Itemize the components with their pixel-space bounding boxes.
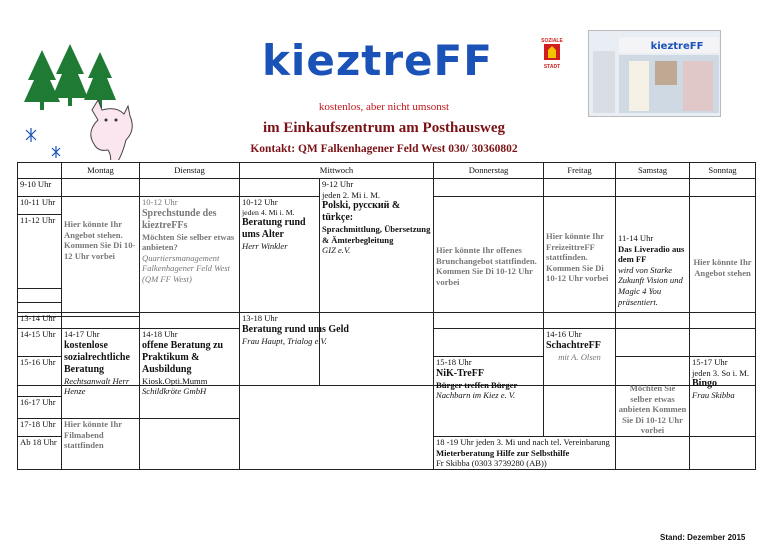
wed-money-time: 13-18 Uhr — [242, 313, 278, 323]
weekly-schedule-lower — [17, 312, 756, 470]
sun-bingo-cell — [690, 357, 756, 437]
time-9-10: 9-10 Uhr — [18, 179, 62, 197]
day-header-dienstag: Dienstag — [140, 163, 240, 179]
day-header-donnerstag: Donnerstag — [434, 163, 544, 179]
tue-training-org-2: Schildkröte GmbH — [142, 386, 207, 397]
tue-training-title: offene Beratung zu Praktikum & Ausbildung — [142, 339, 224, 375]
thu-niktreff-cell — [434, 357, 544, 437]
sat-radio-time: 11-14 Uhr — [618, 233, 654, 243]
sun-bingo-time: 15-17 Uhr — [692, 357, 728, 367]
tue-consultation-title: Sprechstunde des kieztreFFs — [142, 207, 217, 231]
wed-tenant-contact: Fr Skibba (0303 3739280 (AB)) — [436, 458, 547, 469]
soziale-logo-line-1: SOZIALE — [541, 38, 563, 44]
tue-consultation-note: Möchten Sie selber etwas anbieten? — [142, 231, 235, 253]
thu-niktreff-time: 15-18 Uhr — [436, 357, 472, 367]
thu-niktreff-sub: Bürger treffen Bürger — [436, 379, 518, 390]
mon-legal-cell-b — [62, 329, 140, 419]
fri-chess-cell — [544, 329, 616, 437]
sun-bingo-title: Bingo — [692, 378, 718, 390]
mon-free-slot-2: Hier könnte Ihr Filmabend stattfinden — [62, 419, 140, 470]
thu-niktreff-org: Nachbarn im Kiez e. V. — [436, 390, 516, 401]
mon-free-slot-1: Hier könnte Ihr Angebot stehen. Kommen Sie Di 10-12 Uhr vorbei — [62, 197, 140, 317]
fri-free-slot-1: Hier könnte Ihr FreizeittreFF stattfinden. Kommen Sie Di 10-12 Uhr vorbei — [544, 197, 616, 386]
corner-cell — [18, 163, 62, 179]
sat-radio-title: Das Liveradio aus dem FF — [618, 243, 685, 265]
thu-free-slot-1: Hier könnte Ihr offenes Brunchangebot stattfinden. Kommen Sie Di 10-12 Uhr vorbei — [434, 197, 544, 386]
day-header-montag: Montag — [62, 163, 140, 179]
mon-legal-time-b: 14-17 Uhr — [64, 329, 100, 339]
wed-senior-when: jeden 4. Mi i. M. — [242, 207, 295, 217]
time-15-16: 15-16 Uhr — [18, 357, 62, 397]
wed-translation-org: GIZ e.V. — [322, 245, 351, 256]
wed-translation-when: jeden 2. Mi i. M. — [322, 189, 381, 200]
thu-niktreff-title: NiK-TreFF — [436, 367, 484, 379]
wed-money-title: Beratung rund ums Geld — [242, 323, 349, 335]
headline: im Einkaufszentrum am Posthausweg — [262, 120, 506, 136]
mon-legal-title-b: kostenlose sozialrechtliche Beratung — [64, 339, 130, 375]
kieztreff-logo: kieztreFF — [262, 36, 493, 85]
time-10-11: 10-11 Uhr — [18, 197, 62, 215]
sat-free-slot-2: Möchten Sie selber etwas anbieten Kommen Sie Di 10-12 Uhr vorbei — [616, 357, 690, 437]
fri-chess-host: mit A. Olsen — [558, 351, 601, 362]
time-14-15-b: 14-15 Uhr — [18, 329, 62, 357]
wed-money-speaker: Frau Haupt, Trialog e.V. — [242, 335, 327, 346]
sat-radio-sub: wird von Starke Zukunft Vision und Magic 4 You präsentiert. — [618, 264, 683, 307]
fri-chess-title: SchachtreFF — [546, 339, 601, 351]
time-16-17: 16-17 Uhr — [18, 397, 62, 419]
tue-consultation-org: Quartiersmanagement Falkenhagener Feld West (QM FF West) — [142, 252, 230, 284]
contact-line: Kontakt: QM Falkenhagener Feld West 030/ 30360802 — [250, 143, 518, 155]
mon-legal-lawyer-b: Rechtsanwalt Herr Henze — [64, 375, 130, 397]
storefront-sign-text: kieztreFF — [650, 41, 704, 52]
day-header-sonntag: Sonntag — [690, 163, 756, 179]
wed-tenant-cell — [434, 437, 616, 470]
day-header-freitag: Freitag — [544, 163, 616, 179]
fri-chess-time: 14-16 Uhr — [546, 329, 582, 339]
wed-senior-title: Beratung rund ums Alter — [242, 217, 306, 241]
day-header-samstag: Samstag — [616, 163, 690, 179]
wed-translation-title: Polski, русский & türkçe: — [322, 200, 401, 224]
tue-consultation-time: 10-12 Uhr — [142, 197, 178, 207]
soziale-stadt-logo — [536, 36, 568, 74]
day-header-mittwoch: Mittwoch — [240, 163, 434, 179]
sun-bingo-host: Frau Skibba — [692, 390, 735, 401]
wed-senior-time: 10-12 Uhr — [242, 197, 278, 207]
tue-training-org-1: Kiosk.Opti.Mumm — [142, 375, 208, 386]
tue-training-cell — [140, 329, 240, 419]
stand-date: Stand: Dezember 2015 — [660, 533, 746, 542]
sun-bingo-when: jeden 3. So i. M. — [692, 367, 750, 378]
time-ab-18: Ab 18 Uhr — [18, 437, 62, 470]
wed-translation-title-b: Sprachmittlung, Übersetzung & Ämterbegleitung — [322, 224, 431, 245]
wed-money-cell — [240, 313, 434, 470]
wed-translation-time: 9-12 Uhr — [322, 179, 354, 189]
time-11-12: 11-12 Uhr — [18, 215, 62, 289]
wed-senior-speaker: Herr Winkler — [242, 241, 288, 252]
tue-training-time: 14-18 Uhr — [142, 329, 178, 339]
sun-free-slot-1: Hier könnte Ihr Angebot stehen — [690, 197, 756, 386]
time-17-18: 17-18 Uhr — [18, 419, 62, 437]
time-13-14-b: 13-14 Uhr — [18, 313, 62, 329]
wed-tenant-line: 18 -19 Uhr jeden 3. Mi und nach tel. Vereinbarung — [436, 437, 610, 447]
wed-tenant-title: Mieterberatung Hilfe zur Selbsthilfe — [436, 447, 570, 458]
tagline: kostenlos, aber nicht umsonst — [318, 101, 450, 113]
soziale-logo-line-2: STADT — [543, 64, 561, 70]
